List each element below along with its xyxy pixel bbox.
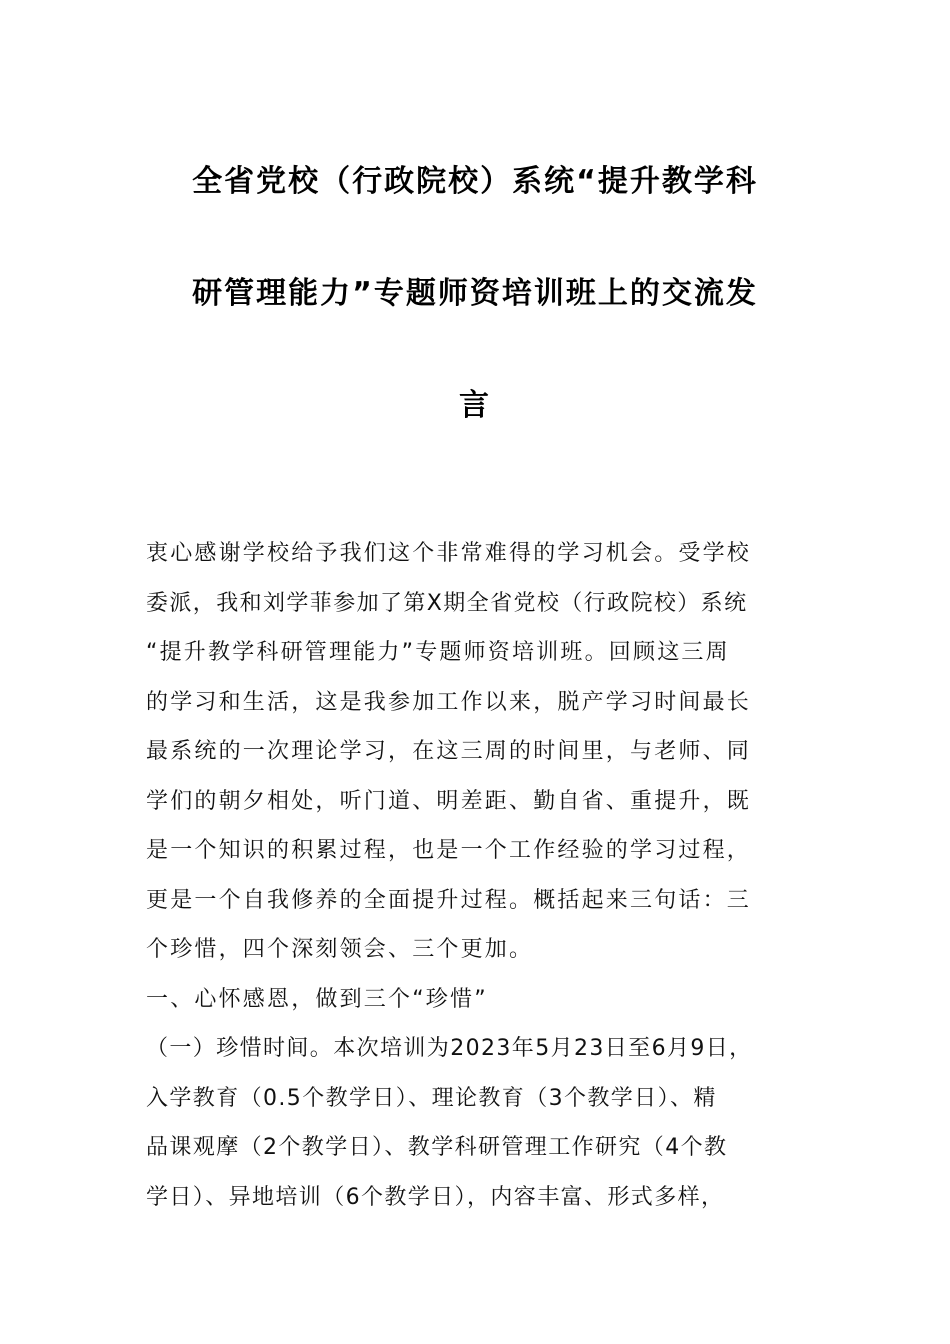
body-line-7: 是一个知识的积累过程，也是一个工作经验的学习过程， xyxy=(146,838,752,863)
body-line-12: 入学教育（0.5个教学日）、理论教育（3个教学日）、精 xyxy=(146,1085,717,1111)
body-line-3: “提升教学科研管理能力”专题师资培训班。回顾这三周 xyxy=(146,640,730,665)
title-line-3: 言 xyxy=(459,388,491,423)
body-line-9: 个珍惜，四个深刻领会、三个更加。 xyxy=(146,937,534,962)
body-line-6: 学们的朝夕相处，听门道、明差距、勤自省、重提升，既 xyxy=(146,788,752,814)
title-line-1: 全省党校（行政院校）系统“提升教学科 xyxy=(192,164,758,199)
document-body xyxy=(146,529,810,1222)
document-title xyxy=(140,148,810,484)
body-line-11: （一）珍惜时间。本次培训为2023年5月23日至6月9日， xyxy=(146,1036,753,1061)
body-line-2: 委派，我和刘学菲参加了第X期全省党校（行政院校）系统 xyxy=(146,590,748,616)
body-line-5: 最系统的一次理论学习，在这三周的时间里，与老师、同 xyxy=(146,739,752,764)
body-line-13: 品课观摩（2个教学日）、教学科研管理工作研究（4个教 xyxy=(146,1135,728,1160)
body-line-1: 衷心感谢学校给予我们这个非常难得的学习机会。受学校 xyxy=(146,541,752,566)
title-line-2: 研管理能力”专题师资培训班上的交流发 xyxy=(192,276,758,311)
body-line-8: 更是一个自我修养的全面提升过程。概括起来三句话：三 xyxy=(146,887,752,913)
body-line-4: 的学习和生活，这是我参加工作以来，脱产学习时间最长 xyxy=(146,689,752,715)
body-line-14: 学日）、异地培训（6个教学日），内容丰富、形式多样， xyxy=(146,1184,725,1210)
section-heading-1: 一、心怀感恩，做到三个“珍惜” xyxy=(146,986,488,1012)
